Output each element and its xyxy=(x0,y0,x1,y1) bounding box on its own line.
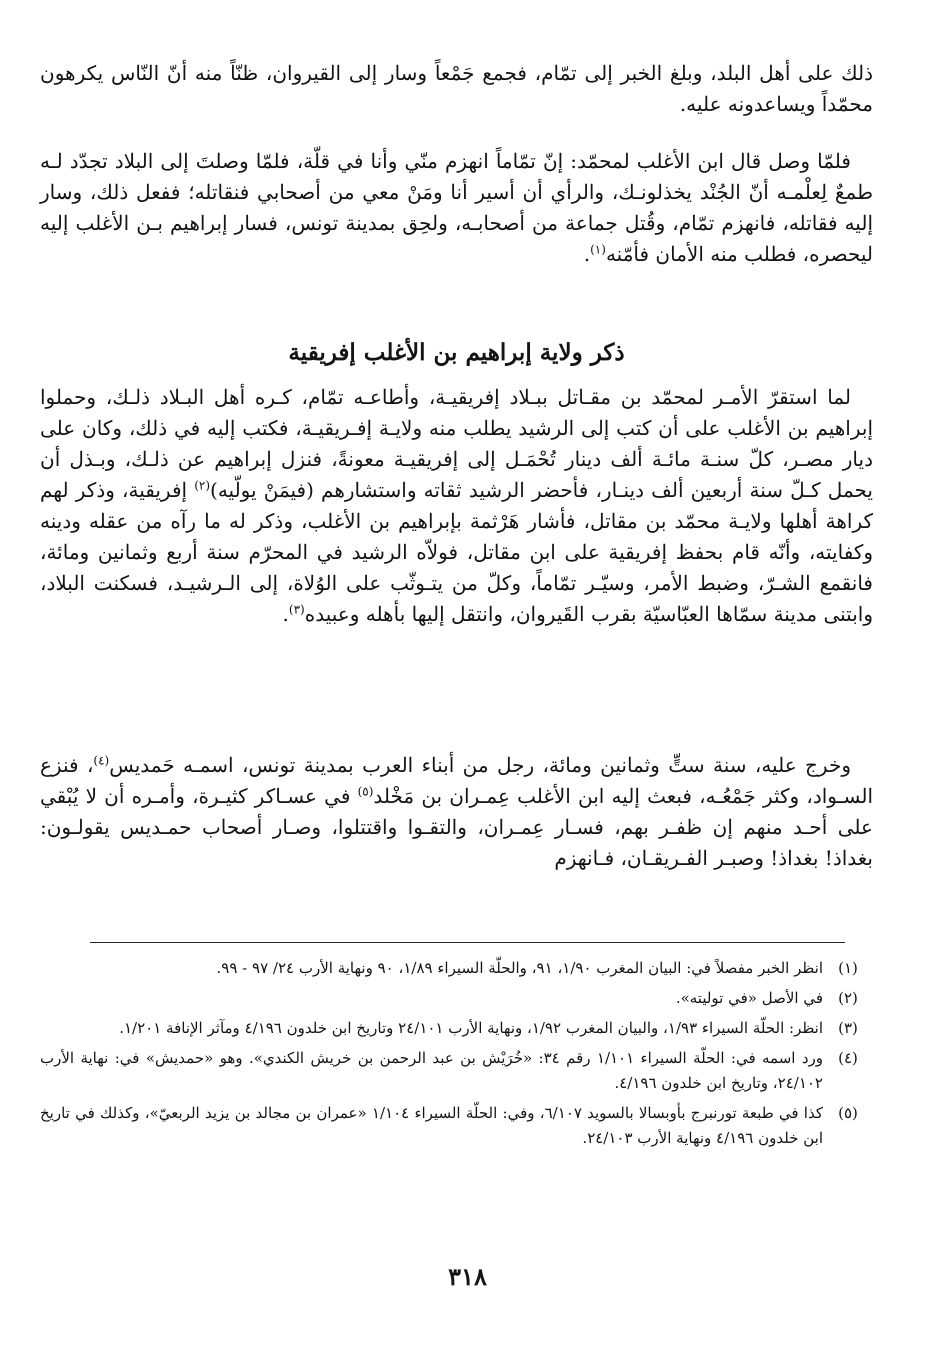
footnote-text: كذا في طبعة تورنبرج بأوبسالا بالسويد ٦/١٠٧، وفي: الحلّة السيراء ١/١٠٤ «عمران بن مجالد بن يزيد الربعيّ»، وكذلك في تاريخ ابن خلدون ٤/١٩٦ ونهاية الأرب ٢٤/١٠٣. xyxy=(40,1104,823,1147)
paragraph-1-text: ذلك على أهل البلد، وبلغ الخبر إلى تمّام، فجمع جَمْعاً وسار إلى القيروان، ظنّاً منه أنّ النّاس يكرهون محمّداً ويساعدونه عليه. xyxy=(40,61,873,116)
paragraph-4-text-c: في عسـاكر كثيـرة، وأمـره أن لا يُبْقي على أحـد منهم إن ظفـر بهم، فسـار عِمـران، والتقـوا واقتتلوا، وصـار أصحاب حمـديس يقولـون: بغداذ! بغداذ! وصبـر الفـريقـان، فـانهزم xyxy=(40,784,873,870)
footnote-ref-1: (١) xyxy=(590,242,606,257)
footnote-number: (٤) xyxy=(838,1049,858,1067)
footnote-text: انظر: الحلّة السيراء ١/٩٣، والبيان المغرب ١/٩٢، ونهاية الأرب ٢٤/١٠١ وتاريخ ابن خلدون ٤/١٩٦ ومآثر الإنافة ١/٢٠١. xyxy=(119,1019,823,1037)
footnote xyxy=(40,1016,873,1041)
footnote-number: (١) xyxy=(838,959,858,977)
footnote-ref-2: (٢) xyxy=(194,478,211,493)
paragraph-3-end: . xyxy=(282,602,289,626)
paragraph-3-text-b: إفريقية، وذكر لهم كراهة أهلها ولايـة محمّد بن مقاتل، فأشار هَرْثمة بإبراهيم بن الأغلب، وذكر له ما رآه من عقله ودينه وكفايته، وأنّه قام بحفظ إفريقية على ابن مقاتل، فولاّه الرشيد في المحرّم سنة أربع وثمانين ومائة، فانقمع الشـرّ، وضبط الأمر، وسيّـر تمّاماً، وكلّ من يتـوثّب على الوُلاة، إلى الـرشيـد، فسكنت البلاد، وابتنى مدينة سمّاها العبّاسيّة بقرب القَيروان، وانتقل إليها بأهله وعبيده xyxy=(40,478,873,626)
footnote-ref-3: (٣) xyxy=(288,602,305,617)
footnote-number: (٣) xyxy=(838,1019,858,1037)
paragraph-2-end: . xyxy=(583,242,591,266)
footnote-text: انظر الخبر مفصلاً في: البيان المغرب ١/٩٠، ٩١، والحلّة السيراء ١/٨٩، ٩٠ ونهاية الأرب ٢٤/ ٩٧ - ٩٩. xyxy=(216,959,823,977)
footnote-ref-4: (٤) xyxy=(93,753,110,768)
footnote-text: ورد اسمه في: الحلّة السيراء ١/١٠١ رقم ٣٤: «خُرَيْش بن عبد الرحمن بن خريش الكندي». وهو «حمديش» في: نهاية الأرب ٢٤/١٠٢، وتاريخ ابن خلدون ٤/١٩٦. xyxy=(40,1049,823,1092)
paragraph-4-text-b: ، فنزع السـواد، وكثر جَمْعُـه، فبعث إليه ابن الأغلب عِمـران بن مَخْلد xyxy=(40,753,873,808)
paragraph-2-text: فلمّا وصل قال ابن الأغلب لمحمّد: إنّ تمّاماً انهزم منّي وأنا في قلّة، فلمّا وصلتَ إلى البلاد تجدّد لـه طمعٌ لِعلْمـه أنّ الجُنْد يخذلونـك، والرأي أن أسير أنا ومَنْ معي من أصحابي فنقاتله؛ ففعل ذلك، وسار إليه فقاتله، فانهزم تمّام، وقُتل جماعة من أصحابـه، ولحِق بمدينة تونس، فسار إبراهيم بـن الأغلب إليه ليحصره، فطلب منه الأمان فأمّنه xyxy=(40,149,873,266)
footnote-divider xyxy=(90,942,845,943)
footnote-number: (٢) xyxy=(838,989,858,1007)
paragraph-3-text-a: لما استقرّ الأمـر لمحمّد بن مقـاتل ببـلاد إفريقيـة، وأطاعـه تمّام، كـره أهل البـلاد ذلـك، وحملوا إبراهيم بن الأغلب على أن كتب إلى الرشيد يطلب منه ولايـة إفـريقيـة، فكتب إليه في ذلك، وكان على ديار مصـر، كلّ سنـة مائـة ألف دينار تُحْمَـل إلى إفريقيـة معونةً، فنزل إبراهيم عن ذلـك، وبـذل أن يحمل كـلّ سنة أربعين ألف دينـار، فأحضر الرشيد ثقاته واستشارهم (فيمَنْ يولّيه) xyxy=(40,385,873,502)
footnote-ref-5: (٥) xyxy=(357,784,374,799)
footnotes xyxy=(40,956,873,1156)
footnote-number: (٥) xyxy=(838,1104,858,1122)
footnote xyxy=(40,1101,873,1151)
footnote xyxy=(40,956,873,981)
footnote-text: في الأصل «في توليته». xyxy=(675,989,823,1007)
paragraph-4-text-a: وخرج عليه، سنة ستٍّ وثمانين ومائة، رجل من أبناء العرب بمدينة تونس، اسمـه حَمديس xyxy=(109,753,851,777)
page-number: ٣١٨ xyxy=(448,1262,487,1291)
paragraph-4 xyxy=(40,750,873,874)
paragraph-3 xyxy=(40,382,873,630)
paragraph-2 xyxy=(40,146,873,270)
footnote xyxy=(40,986,873,1011)
footnote xyxy=(40,1046,873,1096)
section-heading: ذكر ولاية إبراهيم بن الأغلب إفريقية xyxy=(288,339,625,366)
paragraph-1 xyxy=(40,58,873,120)
